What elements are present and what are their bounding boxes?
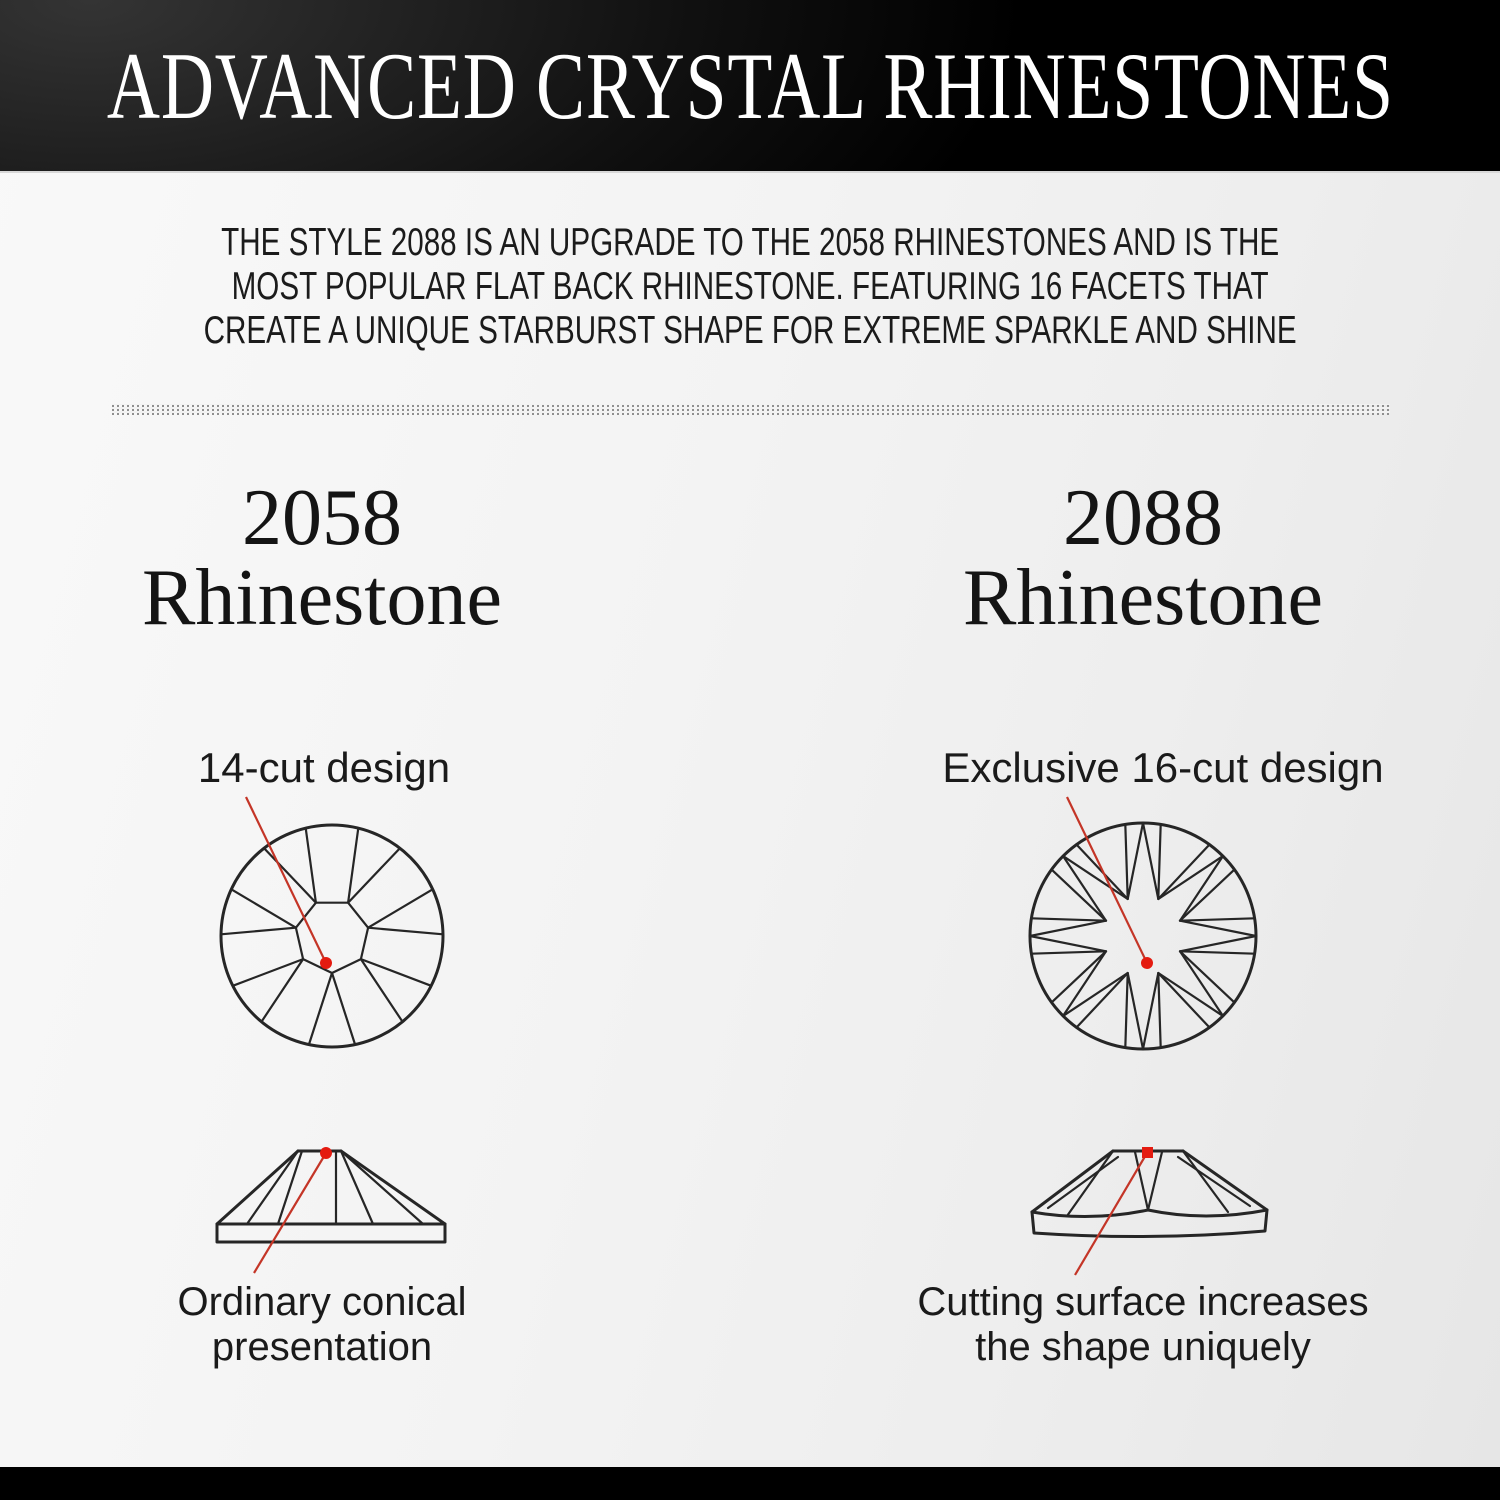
caption-2088-line-2: the shape uniquely [975, 1325, 1311, 1369]
heading-2088-model: 2088 [1063, 474, 1223, 562]
slab-top-edge [1032, 1210, 1267, 1217]
callout-dot-cutting-surface [1142, 1147, 1153, 1158]
caption-2088-line-1: Cutting surface increases [917, 1280, 1369, 1324]
label-16-cut-design: Exclusive 16-cut design [942, 744, 1384, 791]
intro-paragraph [0, 221, 1500, 353]
callout-dot-14-cut [320, 957, 332, 969]
callout-line-14-cut [246, 797, 326, 963]
rhinestone-2088-side-view-diagram [1032, 1147, 1267, 1275]
callout-line-16-cut [1067, 797, 1147, 963]
rhinestone-2058-side-view-diagram [217, 1147, 445, 1273]
intro-line-1: THE STYLE 2088 IS AN UPGRADE TO THE 2058 RHINESTONES AND IS THE [220, 221, 1280, 264]
callout-line-cutting-surface [1075, 1153, 1147, 1275]
heading-2058-model: 2058 [242, 474, 402, 562]
callout-dot-conical [320, 1147, 332, 1159]
page-title: ADVANCED CRYSTAL RHINESTONES [106, 32, 1394, 139]
caption-2058 [42, 1280, 602, 1370]
rhinestone-2058-top-view-diagram [221, 797, 443, 1047]
caption-2088 [863, 1280, 1423, 1370]
side-facet-lines-2058 [247, 1151, 423, 1224]
rhinestone-2088-top-view-diagram [1030, 797, 1256, 1049]
intro-line-2: MOST POPULAR FLAT BACK RHINESTONE. FEATURING 16 FACETS THAT [231, 265, 1269, 308]
dotted-divider [112, 404, 1390, 415]
heading-2088 [863, 474, 1423, 642]
footer-bar [0, 1467, 1500, 1500]
side-facet-lines-2088 [1048, 1151, 1250, 1216]
intro-line-3: CREATE A UNIQUE STARBURST SHAPE FOR EXTREME SPARKLE AND SHINE [203, 309, 1297, 352]
facet-lines-2088 [1031, 824, 1254, 1048]
callout-dot-16-cut [1141, 957, 1153, 969]
label-14-cut-design: 14-cut design [197, 744, 451, 791]
callout-line-conical [254, 1153, 326, 1273]
heading-2088-name: Rhinestone [963, 554, 1323, 642]
heading-2058-name: Rhinestone [142, 554, 502, 642]
heading-2058 [42, 474, 602, 642]
caption-2058-line-1: Ordinary conical [177, 1280, 467, 1324]
header-banner [0, 0, 1500, 173]
facet-lines-2058 [221, 828, 443, 1045]
caption-2058-line-2: presentation [211, 1325, 433, 1369]
slab-body [1032, 1210, 1267, 1237]
